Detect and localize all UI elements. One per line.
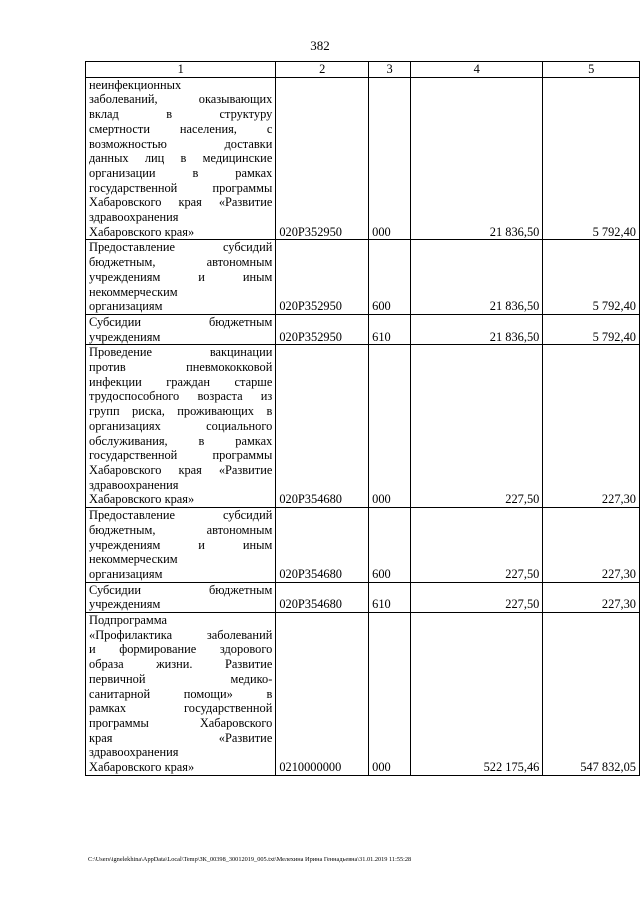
description-line: первичной медико- (89, 671, 273, 686)
description-line: Хабаровского края» (89, 492, 195, 507)
description-line: края «Развитие (89, 730, 273, 745)
col-header-2: 2 (276, 62, 369, 78)
row-value-2: 227,30 (543, 345, 640, 508)
description-line: здравоохранения (89, 210, 179, 225)
row-value-1: 227,50 (411, 508, 543, 583)
row-value-2: 547 832,05 (543, 613, 640, 776)
description-line: санитарной помощи» в (89, 686, 273, 701)
col-header-4: 4 (411, 62, 543, 78)
description-line: и формирование здорового (89, 642, 273, 657)
row-value-1: 227,50 (411, 582, 543, 612)
description-line: организациях социального (89, 418, 273, 433)
description-line: смертности населения, с (89, 121, 273, 136)
table-row (86, 582, 640, 612)
row-code: 020P354680 (276, 345, 369, 508)
col-header-1: 1 (86, 62, 276, 78)
row-value-1: 522 175,46 (411, 613, 543, 776)
description-line: Субсидии бюджетным (89, 314, 273, 329)
description-line: бюджетным, автономным (89, 522, 273, 537)
description-line: «Профилактика заболеваний (89, 627, 273, 642)
row-type: 000 (369, 613, 411, 776)
description-line: бюджетным, автономным (89, 255, 273, 270)
row-description (86, 77, 276, 240)
description-line: рамках государственной (89, 701, 273, 716)
description-line: организации в рамках (89, 165, 273, 180)
description-line: возможностью доставки (89, 136, 273, 151)
description-line: Хабаровского края «Развитие (89, 195, 273, 210)
table-row (86, 240, 640, 315)
description-line: государственной программы (89, 448, 273, 463)
description-line: учреждениям (89, 329, 161, 344)
description-line: здравоохранения (89, 745, 179, 760)
description-line: Подпрограмма (89, 613, 167, 628)
row-description (86, 345, 276, 508)
description-line: трудоспособного возраста из (89, 389, 273, 404)
description-line: учреждениям (89, 597, 161, 612)
description-line: Хабаровского края» (89, 760, 195, 775)
row-code: 020P352950 (276, 77, 369, 240)
description-line: Хабаровского края» (89, 224, 195, 239)
description-line: инфекции граждан старше (89, 374, 273, 389)
row-value-1: 21 836,50 (411, 314, 543, 344)
row-value-2: 5 792,40 (543, 314, 640, 344)
row-description (86, 582, 276, 612)
row-type: 000 (369, 77, 411, 240)
table-row (86, 314, 640, 344)
description-line: некоммерческим (89, 552, 178, 567)
footer-path: C:\Users\ignelekhina\AppData\Local\Temp\ЗК_00398_30012019_005.txt\Мелехина Ирина Геннадьевна\31.01.2019 11:55:28 (88, 856, 412, 863)
row-value-2: 5 792,40 (543, 240, 640, 315)
table-row (86, 508, 640, 583)
row-value-2: 5 792,40 (543, 77, 640, 240)
col-header-3: 3 (369, 62, 411, 78)
description-line: здравоохранения (89, 477, 179, 492)
description-line: вклад в структуру (89, 107, 273, 122)
description-line: Предоставление субсидий (89, 240, 273, 255)
description-line: программы Хабаровского (89, 715, 273, 730)
header-row (86, 62, 640, 78)
table-row (86, 613, 640, 776)
row-type: 600 (369, 240, 411, 315)
description-line: заболеваний, оказывающих (89, 92, 273, 107)
description-line: неинфекционных (89, 77, 182, 92)
row-value-1: 227,50 (411, 345, 543, 508)
row-value-1: 21 836,50 (411, 240, 543, 315)
description-line: образа жизни. Развитие (89, 657, 273, 672)
description-line: некоммерческим (89, 284, 178, 299)
row-code: 020P354680 (276, 582, 369, 612)
row-description (86, 240, 276, 315)
row-description (86, 508, 276, 583)
row-type: 610 (369, 582, 411, 612)
row-type: 600 (369, 508, 411, 583)
row-code: 020P354680 (276, 508, 369, 583)
row-type: 000 (369, 345, 411, 508)
description-line: государственной программы (89, 180, 273, 195)
row-description (86, 314, 276, 344)
row-code: 0210000000 (276, 613, 369, 776)
description-line: организациям (89, 566, 163, 581)
description-line: против пневмококковой (89, 360, 273, 375)
description-line: учреждениям и иным (89, 269, 273, 284)
row-value-2: 227,30 (543, 508, 640, 583)
row-type: 610 (369, 314, 411, 344)
row-description (86, 613, 276, 776)
description-line: Субсидии бюджетным (89, 582, 273, 597)
col-header-5: 5 (543, 62, 640, 78)
description-line: групп риска, проживающих в (89, 404, 273, 419)
description-line: учреждениям и иным (89, 537, 273, 552)
page-number: 382 (310, 38, 330, 53)
row-code: 020P352950 (276, 240, 369, 315)
description-line: организациям (89, 299, 163, 314)
description-line: данных лиц в медицинские (89, 151, 273, 166)
description-line: Проведение вакцинации (89, 345, 273, 360)
budget-table (85, 61, 640, 776)
description-line: Предоставление субсидий (89, 508, 273, 523)
table-row (86, 345, 640, 508)
row-value-1: 21 836,50 (411, 77, 543, 240)
row-code: 020P352950 (276, 314, 369, 344)
description-line: обслуживания, в рамках (89, 433, 273, 448)
table-row (86, 77, 640, 240)
description-line: Хабаровского края «Развитие (89, 462, 273, 477)
row-value-2: 227,30 (543, 582, 640, 612)
